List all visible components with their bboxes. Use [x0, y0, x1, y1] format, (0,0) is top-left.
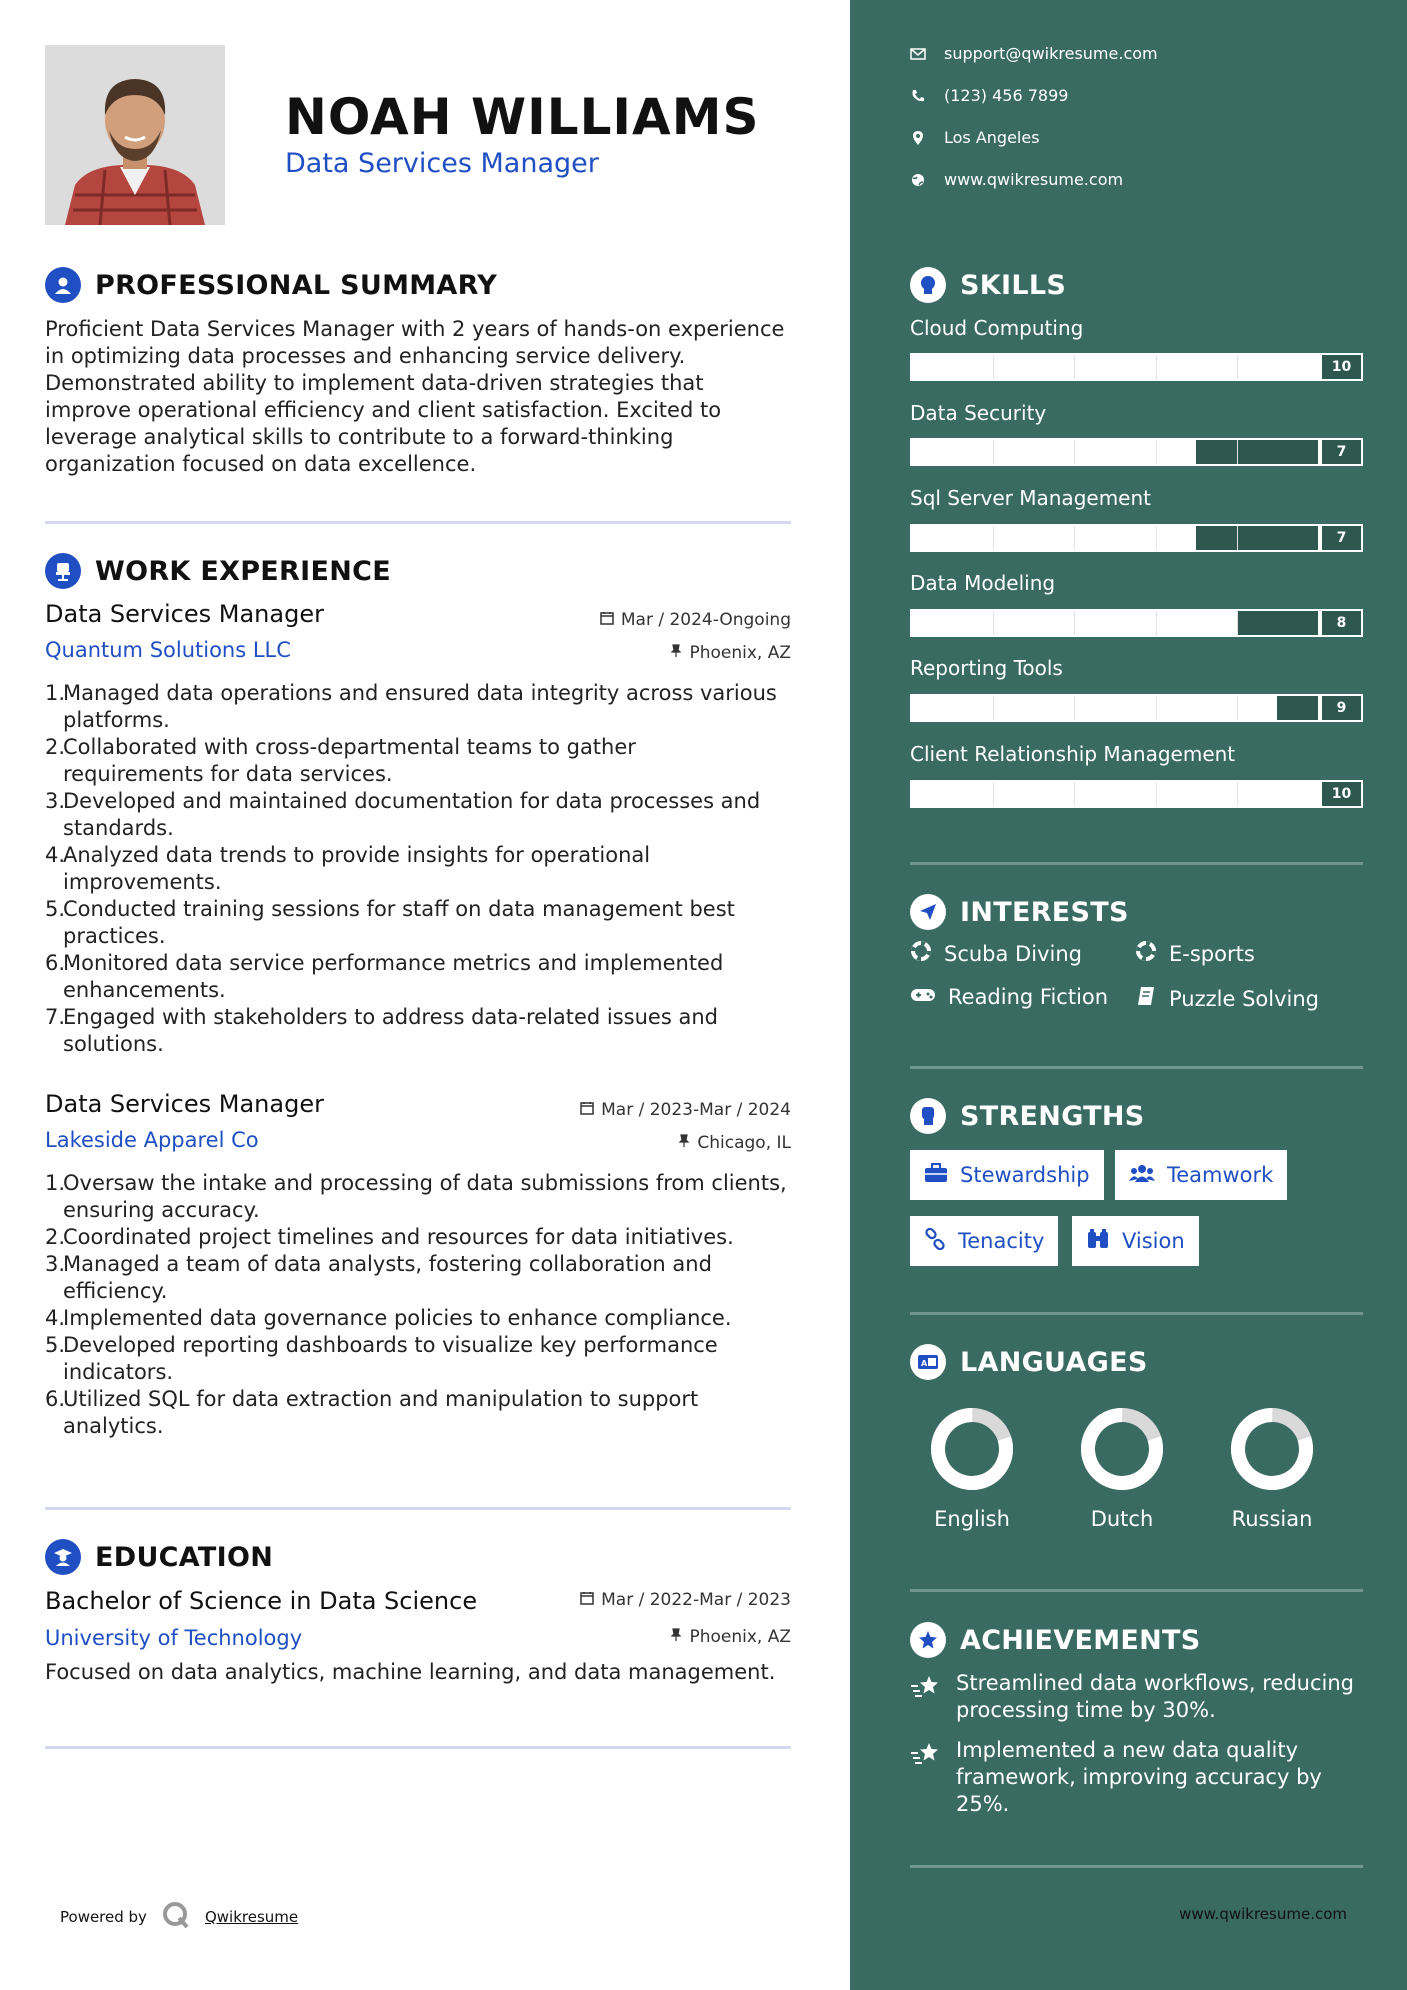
list-item: 5. Developed reporting dashboards to visualize key performance: [45, 1333, 718, 1357]
pin-icon: [670, 643, 682, 663]
skill-bar: [910, 780, 1320, 808]
list-item: 6. Utilized SQL for data extraction and manipulation to support: [45, 1387, 699, 1411]
achievement-text: Streamlined data workflows, reducing processing time by 30%.: [956, 1671, 1354, 1722]
list-item: 4. Implemented data governance policies to enhance compliance.: [45, 1306, 732, 1330]
skill-bar-fill: [912, 782, 1318, 806]
skill-bar-segment: [1074, 611, 1075, 635]
language-ring: [1078, 1405, 1166, 1493]
list-item: requirements for data services.: [63, 762, 393, 786]
strength-badge: [1115, 1150, 1287, 1200]
list-item: 1. Managed data operations and ensured data integrity across various: [45, 681, 777, 705]
summary-line: Proficient Data Services Manager with 2 years of hands-on experience: [45, 317, 785, 341]
skill-bar-segment: [993, 526, 994, 550]
strength-label: Tenacity: [958, 1229, 1045, 1253]
summary-line: leverage analytical skills to contribute to a forward-thinking: [45, 425, 674, 449]
website-text[interactable]: www.qwikresume.com: [944, 170, 1124, 189]
achievements-title: ACHIEVEMENTS: [960, 1624, 1201, 1656]
star-badge-icon: [910, 1622, 946, 1658]
list-item: standards.: [63, 816, 174, 840]
language-ring-progress: [929, 1406, 1015, 1492]
company-name: Lakeside Apparel Co: [45, 1128, 259, 1152]
location-text: Los Angeles: [944, 128, 1040, 147]
calendar-icon: [600, 610, 614, 630]
language-ring: [1228, 1405, 1316, 1493]
strength-badge: [910, 1216, 1058, 1266]
strengths-heading: [910, 1098, 1145, 1134]
education-dates: [580, 1590, 791, 1610]
skill-bar-segment: [1156, 696, 1157, 720]
contact-website: [910, 170, 1123, 189]
job-duties: [45, 680, 795, 1058]
education-location: [670, 1627, 791, 1647]
strength-badge: [1072, 1216, 1199, 1266]
list-item: indicators.: [63, 1360, 174, 1384]
pin-icon: [670, 1627, 682, 1647]
language-ring-progress: [1229, 1406, 1315, 1492]
job-duties: [45, 1170, 795, 1440]
skill-name: Sql Server Management: [910, 486, 1151, 510]
job-dates-text: Mar / 2023-Mar / 2024: [601, 1100, 791, 1120]
fist-icon: [910, 1098, 946, 1134]
skill-level: 9: [1320, 694, 1363, 722]
job-title: Data Services Manager: [45, 600, 324, 628]
contact-email: [910, 44, 1158, 63]
section-divider: [910, 1066, 1363, 1069]
skill-bar-segment: [1237, 782, 1238, 806]
powered-by-label: Powered by: [60, 1908, 147, 1926]
interest-label: Scuba Diving: [944, 941, 1082, 966]
life-ring-icon: [910, 940, 932, 967]
sidebar: [850, 0, 1407, 1990]
list-item: solutions.: [63, 1032, 164, 1056]
section-divider: [45, 1507, 791, 1510]
skill-bar-segment: [1074, 355, 1075, 379]
skill-bar-segment: [1237, 526, 1238, 550]
pin-icon: [678, 1133, 690, 1153]
candidate-name: NOAH WILLIAMS: [285, 88, 760, 146]
skill-bar-fill: [912, 696, 1277, 720]
briefcase-icon: [924, 1163, 948, 1188]
strength-label: Stewardship: [960, 1163, 1090, 1187]
interest-item: [910, 985, 1108, 1009]
phone-icon: [910, 89, 926, 103]
skills-heading: [910, 267, 1066, 303]
interests-title: INTERESTS: [960, 896, 1129, 928]
section-divider: [45, 1746, 791, 1749]
calendar-icon: [580, 1590, 594, 1610]
skill-bar-segment: [1074, 440, 1075, 464]
gamepad-icon: [910, 985, 936, 1009]
degree-title: Bachelor of Science in Data Science: [45, 1587, 478, 1615]
paper-plane-icon: [910, 894, 946, 930]
phone-text: (123) 456 7899: [944, 86, 1069, 105]
email-text: support@qwikresume.com: [944, 44, 1158, 63]
user-icon: [45, 267, 81, 303]
section-divider: [910, 1589, 1363, 1592]
qwikresume-logo-icon: [161, 1900, 191, 1934]
job-location: [670, 643, 791, 663]
section-divider: [910, 862, 1363, 865]
list-item: 3. Developed and maintained documentation for data processes and: [45, 789, 761, 813]
summary-line: in optimizing data processes and enhancing service delivery.: [45, 344, 686, 368]
skill-bar-segment: [1156, 526, 1157, 550]
skill-level: 10: [1320, 353, 1363, 381]
skill-name: Data Modeling: [910, 571, 1056, 595]
contact-phone: [910, 86, 1068, 105]
education-title: EDUCATION: [95, 1541, 274, 1573]
binoculars-icon: [1086, 1228, 1110, 1255]
list-item: 7. Engaged with stakeholders to address data-related issues and: [45, 1005, 718, 1029]
job-location-text: Phoenix, AZ: [689, 643, 791, 663]
skill-bar: [910, 438, 1320, 466]
skill-bar-segment: [993, 696, 994, 720]
strength-badge: [910, 1150, 1104, 1200]
strength-label: Teamwork: [1167, 1163, 1274, 1187]
skill-bar-fill: [912, 440, 1196, 464]
skill-name: Data Security: [910, 401, 1047, 425]
calendar-icon: [580, 1100, 594, 1120]
life-ring-icon: [1135, 940, 1157, 967]
translate-icon: [910, 1344, 946, 1380]
powered-by: [60, 1900, 298, 1934]
interest-item: [1135, 985, 1319, 1012]
list-item: 1. Oversaw the intake and processing of data submissions from clients,: [45, 1171, 787, 1195]
skill-bar-segment: [1237, 696, 1238, 720]
interest-item: [910, 940, 1082, 967]
interest-item: [1135, 940, 1255, 967]
skill-bar-fill: [912, 526, 1196, 550]
interests-heading: [910, 894, 1129, 930]
graduate-icon: [45, 1539, 81, 1575]
skill-name: Client Relationship Management: [910, 742, 1236, 766]
skill-bar-segment: [1156, 440, 1157, 464]
job-location-text: Chicago, IL: [697, 1133, 791, 1153]
briefcase-chair-icon: [45, 553, 81, 589]
globe-icon: [910, 173, 926, 187]
job-dates: [600, 610, 791, 630]
skill-bar-segment: [1237, 440, 1238, 464]
achievements-heading: [910, 1622, 1201, 1658]
strength-label: Vision: [1122, 1229, 1185, 1253]
skill-bar-segment: [1074, 782, 1075, 806]
language-item: [1052, 1405, 1192, 1531]
skill-bar-segment: [1074, 526, 1075, 550]
profile-photo: [45, 45, 225, 225]
skill-bar: [910, 609, 1320, 637]
list-item: 2. Collaborated with cross-departmental teams to gather: [45, 735, 636, 759]
skill-bar-segment: [1074, 696, 1075, 720]
language-ring: [928, 1405, 1016, 1493]
skill-bar-segment: [1237, 355, 1238, 379]
interest-label: E-sports: [1169, 941, 1255, 966]
envelope-icon: [910, 48, 926, 60]
achievement-item: [910, 1737, 1360, 1818]
strengths-title: STRENGTHS: [960, 1100, 1145, 1132]
list-item: enhancements.: [63, 978, 226, 1002]
education-dates-text: Mar / 2022-Mar / 2023: [601, 1590, 791, 1610]
language-ring-progress: [1079, 1406, 1165, 1492]
education-heading: [45, 1539, 273, 1575]
skill-level: 8: [1320, 609, 1363, 637]
education-location-text: Phoenix, AZ: [689, 1627, 791, 1647]
candidate-role: Data Services Manager: [285, 148, 599, 179]
list-item: platforms.: [63, 708, 170, 732]
skill-bar-segment: [993, 440, 994, 464]
job-location: [678, 1133, 791, 1153]
skill-bar-segment: [993, 611, 994, 635]
book-icon: [1135, 985, 1157, 1012]
skill-level: 10: [1320, 780, 1363, 808]
skill-bar-segment: [1156, 782, 1157, 806]
skill-bar-segment: [993, 355, 994, 379]
experience-heading: [45, 553, 391, 589]
skill-bar-segment: [1156, 355, 1157, 379]
summary-heading: [45, 267, 497, 303]
summary-line: Demonstrated ability to implement data-driven strategies that: [45, 371, 704, 395]
interest-label: Puzzle Solving: [1169, 986, 1319, 1011]
summary-line: organization focused on data excellence.: [45, 452, 477, 476]
skill-bar: [910, 694, 1320, 722]
list-item: 4. Analyzed data trends to provide insights for operational: [45, 843, 651, 867]
svg-text:A: A: [921, 1359, 928, 1368]
school-name: University of Technology: [45, 1626, 303, 1650]
job-dates: [580, 1100, 791, 1120]
experience-title: WORK EXPERIENCE: [95, 555, 391, 587]
job-title: Data Services Manager: [45, 1090, 324, 1118]
location-pin-icon: [910, 130, 926, 146]
skill-name: Reporting Tools: [910, 656, 1063, 680]
list-item: 3. Managed a team of data analysts, fostering collaboration and: [45, 1252, 712, 1276]
education-description: Focused on data analytics, machine learning, and data management.: [45, 1660, 776, 1684]
language-item: [902, 1405, 1042, 1531]
skill-level: 7: [1320, 524, 1363, 552]
languages-heading: [910, 1344, 1148, 1380]
section-divider: [910, 1865, 1363, 1868]
language-item: [1202, 1405, 1342, 1531]
skill-bar: [910, 353, 1320, 381]
list-item: 5. Conducted training sessions for staff on data management best: [45, 897, 735, 921]
language-name: Russian: [1231, 1507, 1313, 1531]
achievement-text: Implemented a new data quality framework, improving accuracy by 25%.: [956, 1738, 1322, 1816]
list-item: analytics.: [63, 1414, 164, 1438]
list-item: improvements.: [63, 870, 222, 894]
skill-bar-segment: [1237, 611, 1238, 635]
users-icon: [1129, 1163, 1155, 1188]
job-dates-text: Mar / 2024-Ongoing: [620, 610, 791, 630]
list-item: ensuring accuracy.: [63, 1198, 260, 1222]
language-name: English: [934, 1507, 1010, 1531]
skill-bar-segment: [993, 782, 994, 806]
skill-name: Cloud Computing: [910, 316, 1084, 340]
list-item: 2. Coordinated project timelines and resources for data initiatives.: [45, 1225, 734, 1249]
star-trail-icon: [910, 1670, 944, 1724]
qwikresume-link[interactable]: Qwikresume: [204, 1908, 299, 1926]
summary-line: improve operational efficiency and client satisfaction. Excited to: [45, 398, 722, 422]
footer-site[interactable]: www.qwikresume.com: [1179, 1905, 1347, 1923]
star-trail-icon: [910, 1737, 944, 1818]
company-name: Quantum Solutions LLC: [45, 638, 291, 662]
skill-level: 7: [1320, 438, 1363, 466]
section-divider: [910, 1312, 1363, 1315]
list-item: 6. Monitored data service performance metrics and implemented: [45, 951, 724, 975]
skill-bar-fill: [912, 355, 1318, 379]
interest-label: Reading Fiction: [948, 985, 1109, 1009]
skill-bar-segment: [1156, 611, 1157, 635]
section-divider: [45, 521, 791, 524]
link-icon: [924, 1228, 946, 1255]
language-name: Dutch: [1090, 1507, 1154, 1531]
skills-title: SKILLS: [960, 269, 1067, 301]
summary-title: PROFESSIONAL SUMMARY: [95, 269, 498, 301]
summary-text: [45, 316, 795, 478]
contact-location: [910, 128, 1040, 147]
languages-title: LANGUAGES: [960, 1346, 1148, 1378]
skill-bar: [910, 524, 1320, 552]
list-item: practices.: [63, 924, 166, 948]
list-item: efficiency.: [63, 1279, 168, 1303]
achievement-item: [910, 1670, 1360, 1724]
lightbulb-icon: [910, 267, 946, 303]
